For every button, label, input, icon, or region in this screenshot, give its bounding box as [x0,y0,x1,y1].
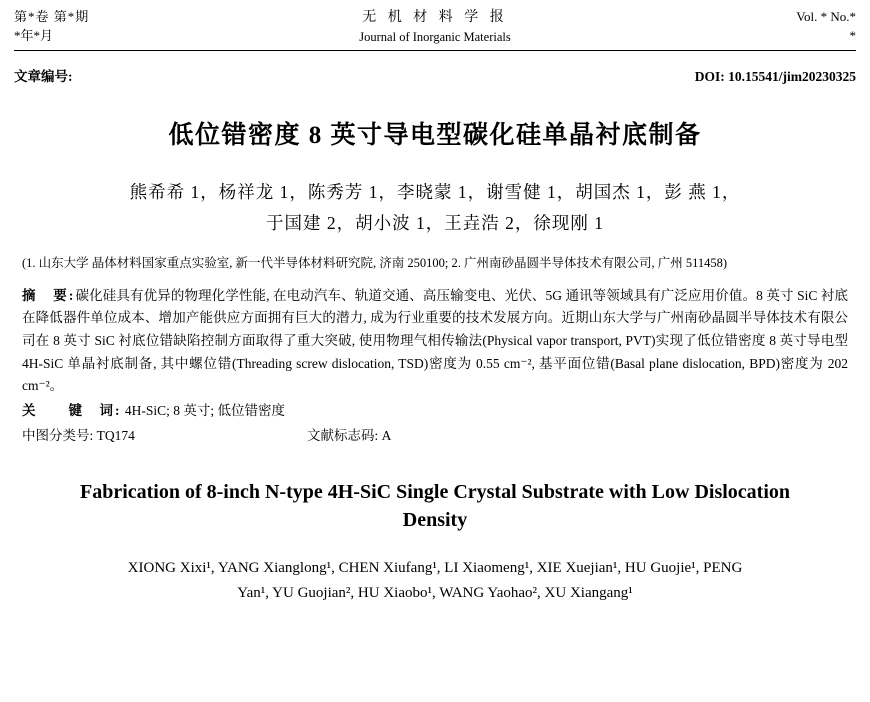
authors-cn-line-2: 于国建 2，胡小波 1，王垚浩 2，徐现刚 1 [266,213,604,234]
document-code: 文献标志码: A [307,427,392,443]
volume-number-en: Vol. * No.* [796,9,856,24]
authors-en-line-1: XIONG Xixi¹, YANG Xianglong¹, CHEN Xiufang¹, LI Xiaomeng¹, XIE Xuejian¹, HU Guojie¹, PENG [127,559,743,576]
running-head-center [214,8,656,46]
affiliation-cn: (1. 山东大学 晶体材料国家重点实验室, 新一代半导体材料研究院, 济南 250100; 2. 广州南砂晶圆半导体技术有限公司, 广州 511458) [22,255,728,270]
page-title-cn: 低位错密度 8 英寸导电型碳化硅单晶衬底制备 [168,122,702,150]
abstract-body: 碳化硅具有优异的物理化学性能, 在电动汽车、轨道交通、高压输变电、光伏、5G 通讯等领域具有广泛应用价值。8 英寸 SiC 衬底在降低器件单位成本、增加产能供应方面拥有巨大的潜力, 成为行业重要的技术发展方向。近期山东大学与广州南砂晶圆半导体技术有限公司在 8 英寸 SiC 衬底位错缺陷控制方面取得了重大突破, 使用物理气相传输法(Physical vapor transport, PVT)实现了低位错密度 8 英寸导电型 4H-SiC 单晶衬底制备, 其中螺位错(Threading screw dislocation, TSD)密度为 0.55 cm⁻², 基平面位错(Basal plane dislocation, BPD)密度为 202 cm⁻²。 [22,287,848,394]
article-meta-row [8,51,862,85]
keywords-label: 关 键 词: [22,403,122,419]
authors-en-line-2: Yan¹, YU Guojian², HU Xiaobo¹, WANG Yaohao², XU Xiangang¹ [237,584,633,601]
authors-cn-line-1: 熊希希 1，杨祥龙 1，陈秀芳 1，李晓蒙 1，谢雪健 1，胡国杰 1，彭 燕 1， [129,182,741,203]
journal-title-en: Journal of Inorganic Materials [359,30,511,45]
article-number-label: 文章编号: [14,69,73,85]
journal-title-cn: 无 机 材 料 学 报 [362,10,508,25]
running-head [8,0,862,48]
keywords-cn [22,400,848,423]
year-month: *年*月 [14,27,54,43]
classification-row [22,425,848,448]
keywords-body: 4H-SiC; 8 英寸; 低位错密度 [124,403,286,419]
abstract-cn [22,285,848,398]
volume-issue: 第*卷 第*期 [14,9,90,24]
authors-cn [8,177,862,238]
doi-text: DOI: 10.15541/jim20230325 [694,69,856,85]
abstract-label: 摘 要: [22,287,76,303]
running-head-left [14,8,214,46]
clc-number: 中图分类号: TQ174 [22,427,135,443]
authors-en [48,556,822,606]
issue-number-en: * [849,27,856,43]
page-title-en: Fabrication of 8-inch N-type 4H-SiC Single Crystal Substrate with Low Dislocation Density [80,480,790,531]
running-head-right [656,8,856,46]
